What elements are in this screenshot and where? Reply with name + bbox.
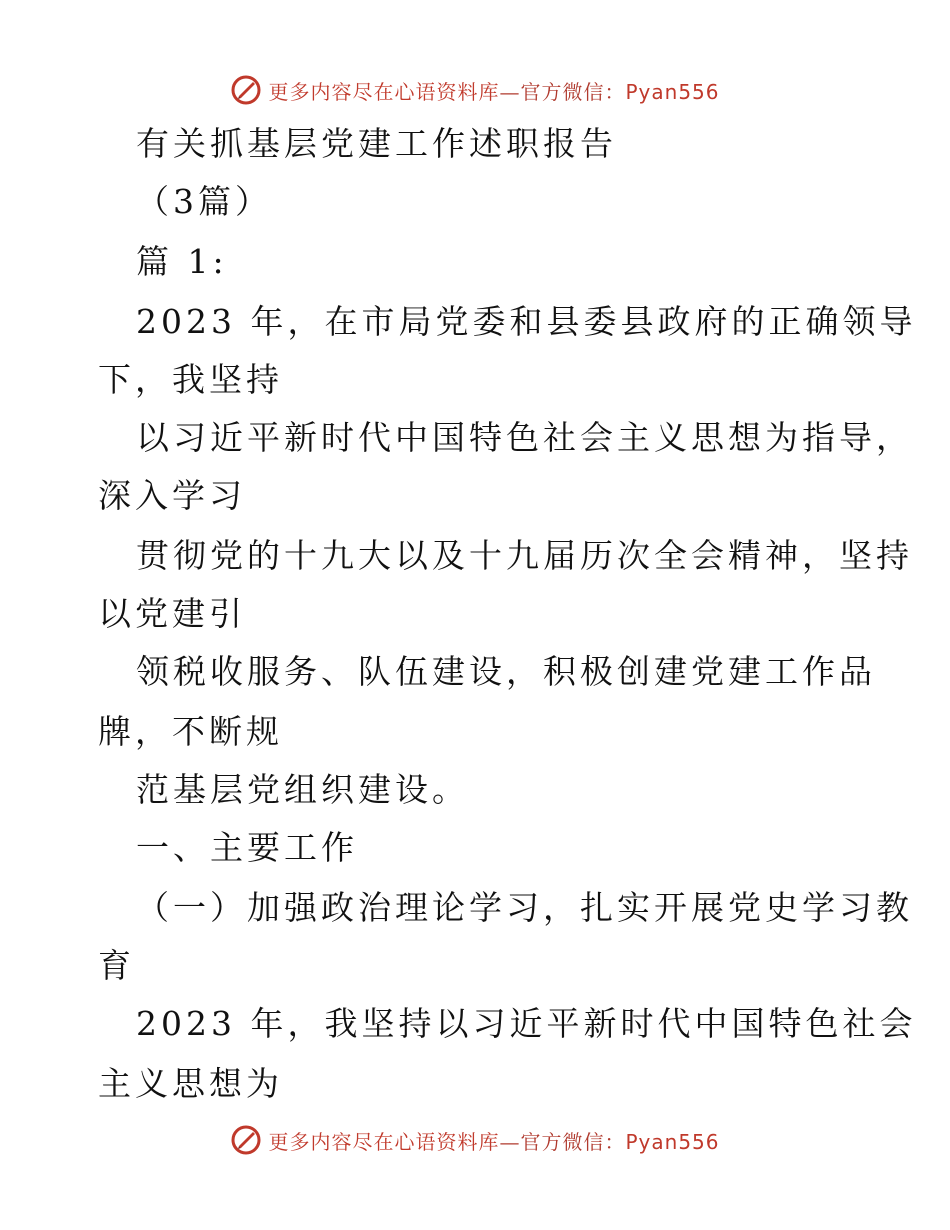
watermark-text [268, 76, 719, 105]
document-subtitle: （3篇） [136, 182, 272, 221]
document-title: 有关抓基层党建工作述职报告 [136, 124, 617, 163]
quill-logo-icon [230, 74, 262, 106]
watermark-contact-label: 官方微信： [520, 1129, 626, 1154]
paragraph-line: 主义思想为 [98, 1064, 283, 1103]
paragraph-line: 领税收服务、队伍建设，积极创建党建工作品 [136, 652, 876, 691]
watermark-slogan: 更多内容尽在心语资料库 [268, 1129, 500, 1154]
paragraph-line: 贯彻党的十九大以及十九届历次全会精神，坚持 [136, 536, 913, 575]
paragraph-line: 下，我坚持 [98, 360, 283, 399]
paragraph-line: 以习近平新时代中国特色社会主义思想为指导， [136, 418, 913, 457]
watermark-header [0, 70, 950, 110]
watermark-contact-id: Pyan556 [625, 79, 720, 104]
watermark-contact-label: 官方微信： [520, 79, 626, 104]
subsection-heading-continued: 育 [98, 946, 135, 985]
paragraph-line: 2023 年，在市局党委和县委县政府的正确领导 [136, 302, 917, 341]
paragraph-line: 以党建引 [98, 594, 246, 633]
watermark-slogan: 更多内容尽在心语资料库 [268, 79, 500, 104]
paragraph-line: 范基层党组织建设。 [136, 770, 469, 809]
watermark-text [268, 1126, 719, 1155]
paragraph-line: 深入学习 [98, 476, 246, 515]
watermark-dash: — [499, 1129, 521, 1154]
section-heading: 一、主要工作 [136, 828, 358, 867]
watermark-dash: — [499, 79, 521, 104]
paragraph-line: 牌，不断规 [98, 712, 283, 751]
watermark-footer [0, 1120, 950, 1160]
quill-logo-icon [230, 1124, 262, 1156]
watermark-contact-id: Pyan556 [625, 1129, 720, 1154]
section-heading: 篇 1: [136, 242, 228, 281]
paragraph-line: 2023 年，我坚持以习近平新时代中国特色社会 [136, 1004, 917, 1043]
subsection-heading: （一）加强政治理论学习，扎实开展党史学习教 [136, 888, 913, 927]
